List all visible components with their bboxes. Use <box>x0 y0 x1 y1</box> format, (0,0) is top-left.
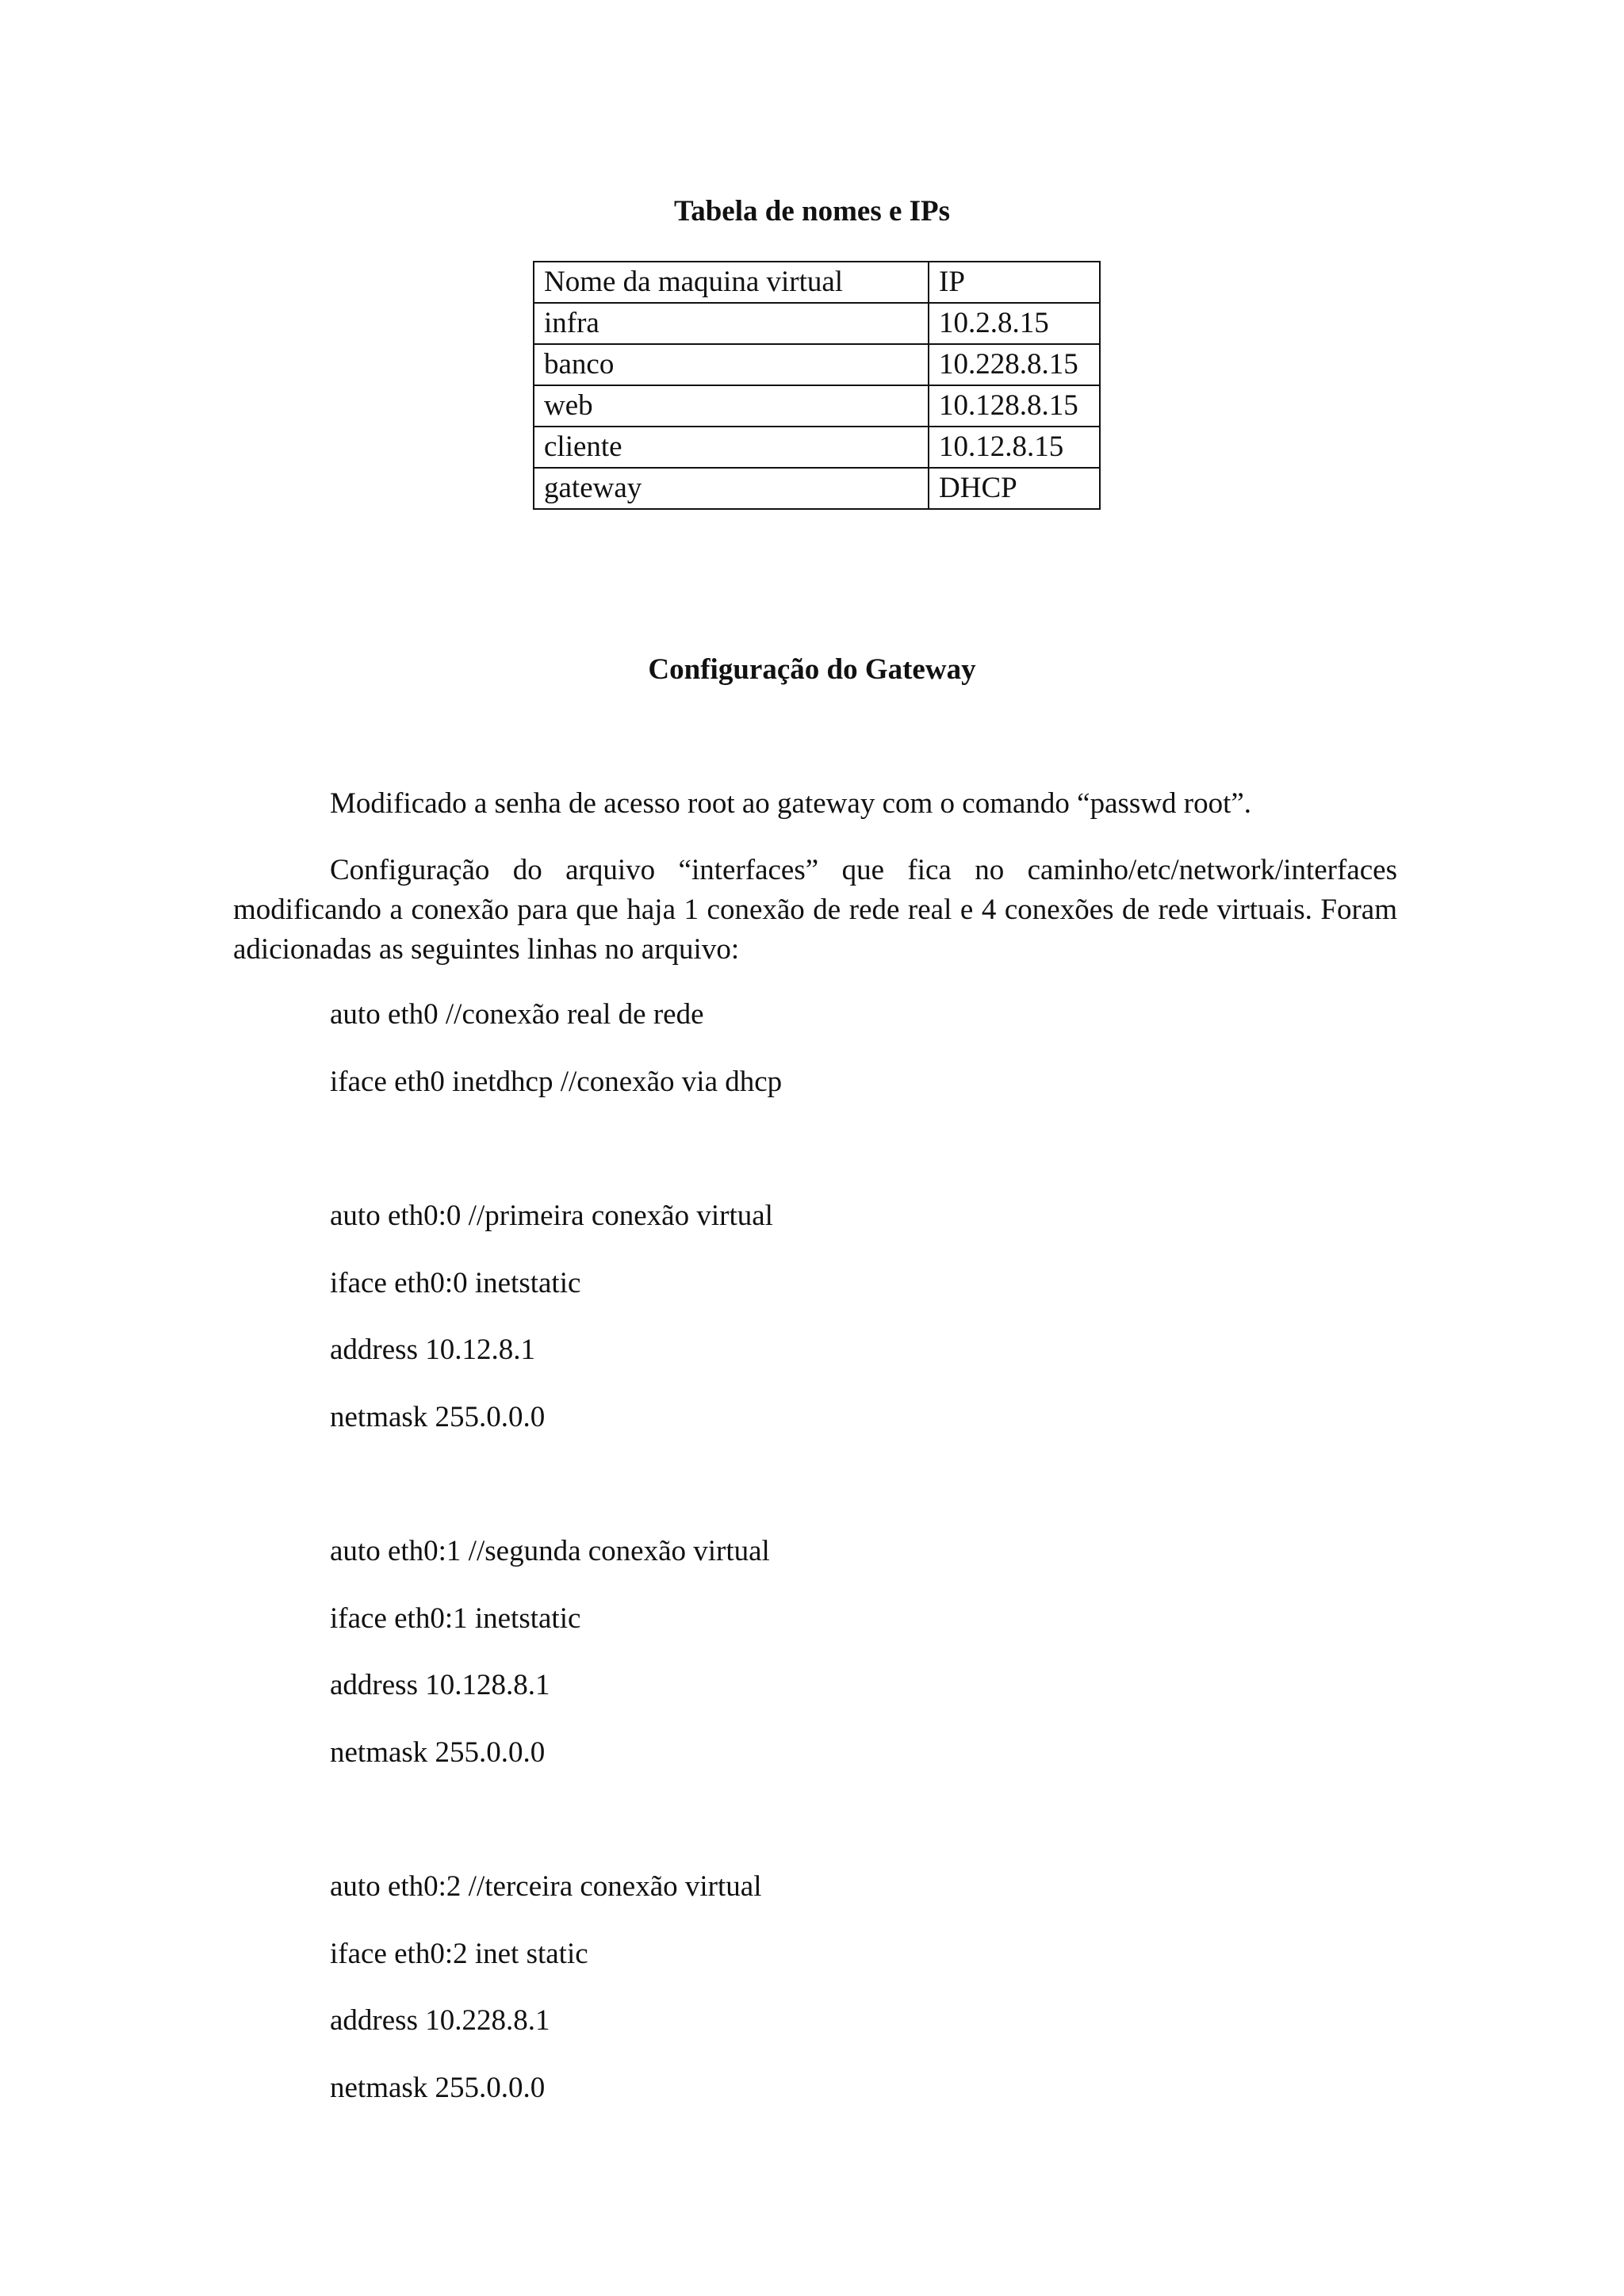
config-line: auto eth0:0 //primeira conexão virtual <box>330 1200 773 1232</box>
table-header-cell: IP <box>929 262 1100 303</box>
section-title: Configuração do Gateway <box>648 653 976 686</box>
config-line: auto eth0 //conexão real de rede <box>330 998 704 1031</box>
config-line: iface eth0 inetdhcp //conexão via dhcp <box>330 1066 783 1098</box>
paragraph-interfaces <box>233 851 1397 970</box>
config-line: address 10.12.8.1 <box>330 1334 535 1366</box>
config-line: netmask 255.0.0.0 <box>330 1401 546 1433</box>
ip-table <box>533 261 1101 510</box>
table-cell-ip: 10.228.8.15 <box>929 344 1100 385</box>
config-line: auto eth0:1 //segunda conexão virtual <box>330 1535 770 1567</box>
table-cell-name: infra <box>534 303 929 344</box>
table-cell-name: cliente <box>534 427 929 468</box>
table-cell-name: gateway <box>534 468 929 509</box>
table-cell-name: web <box>534 385 929 427</box>
paragraph-text: Modificado a senha de acesso root ao gateway com o comando “passwd root”. <box>330 787 1252 820</box>
table-row <box>534 385 1100 427</box>
config-line: iface eth0:1 inetstatic <box>330 1602 581 1635</box>
config-line: netmask 255.0.0.0 <box>330 2072 546 2104</box>
table-row <box>534 427 1100 468</box>
paragraph-text: Configuração do arquivo “interfaces” que fica no caminho/etc/network/interfaces modificando a conexão para que haja 1 conexão de rede real e 4 conexões de rede virtuais. Foram adicionadas as seguintes linhas no arquivo: <box>233 854 1397 966</box>
config-line: address 10.228.8.1 <box>330 2004 550 2037</box>
config-line: iface eth0:0 inetstatic <box>330 1267 581 1299</box>
config-line: netmask 255.0.0.0 <box>330 1736 546 1769</box>
table-cell-name: banco <box>534 344 929 385</box>
config-line: auto eth0:2 //terceira conexão virtual <box>330 1870 762 1903</box>
config-line: iface eth0:2 inet static <box>330 1938 588 1970</box>
table-cell-ip: 10.12.8.15 <box>929 427 1100 468</box>
paragraph-password <box>233 784 1397 824</box>
table-row <box>534 344 1100 385</box>
table-cell-ip: 10.2.8.15 <box>929 303 1100 344</box>
table-header-cell: Nome da maquina virtual <box>534 262 929 303</box>
table-cell-ip: DHCP <box>929 468 1100 509</box>
table-header-row <box>534 262 1100 303</box>
config-line: address 10.128.8.1 <box>330 1669 550 1701</box>
table-row <box>534 303 1100 344</box>
table-cell-ip: 10.128.8.15 <box>929 385 1100 427</box>
table-row <box>534 468 1100 509</box>
table-title: Tabela de nomes e IPs <box>673 195 951 228</box>
